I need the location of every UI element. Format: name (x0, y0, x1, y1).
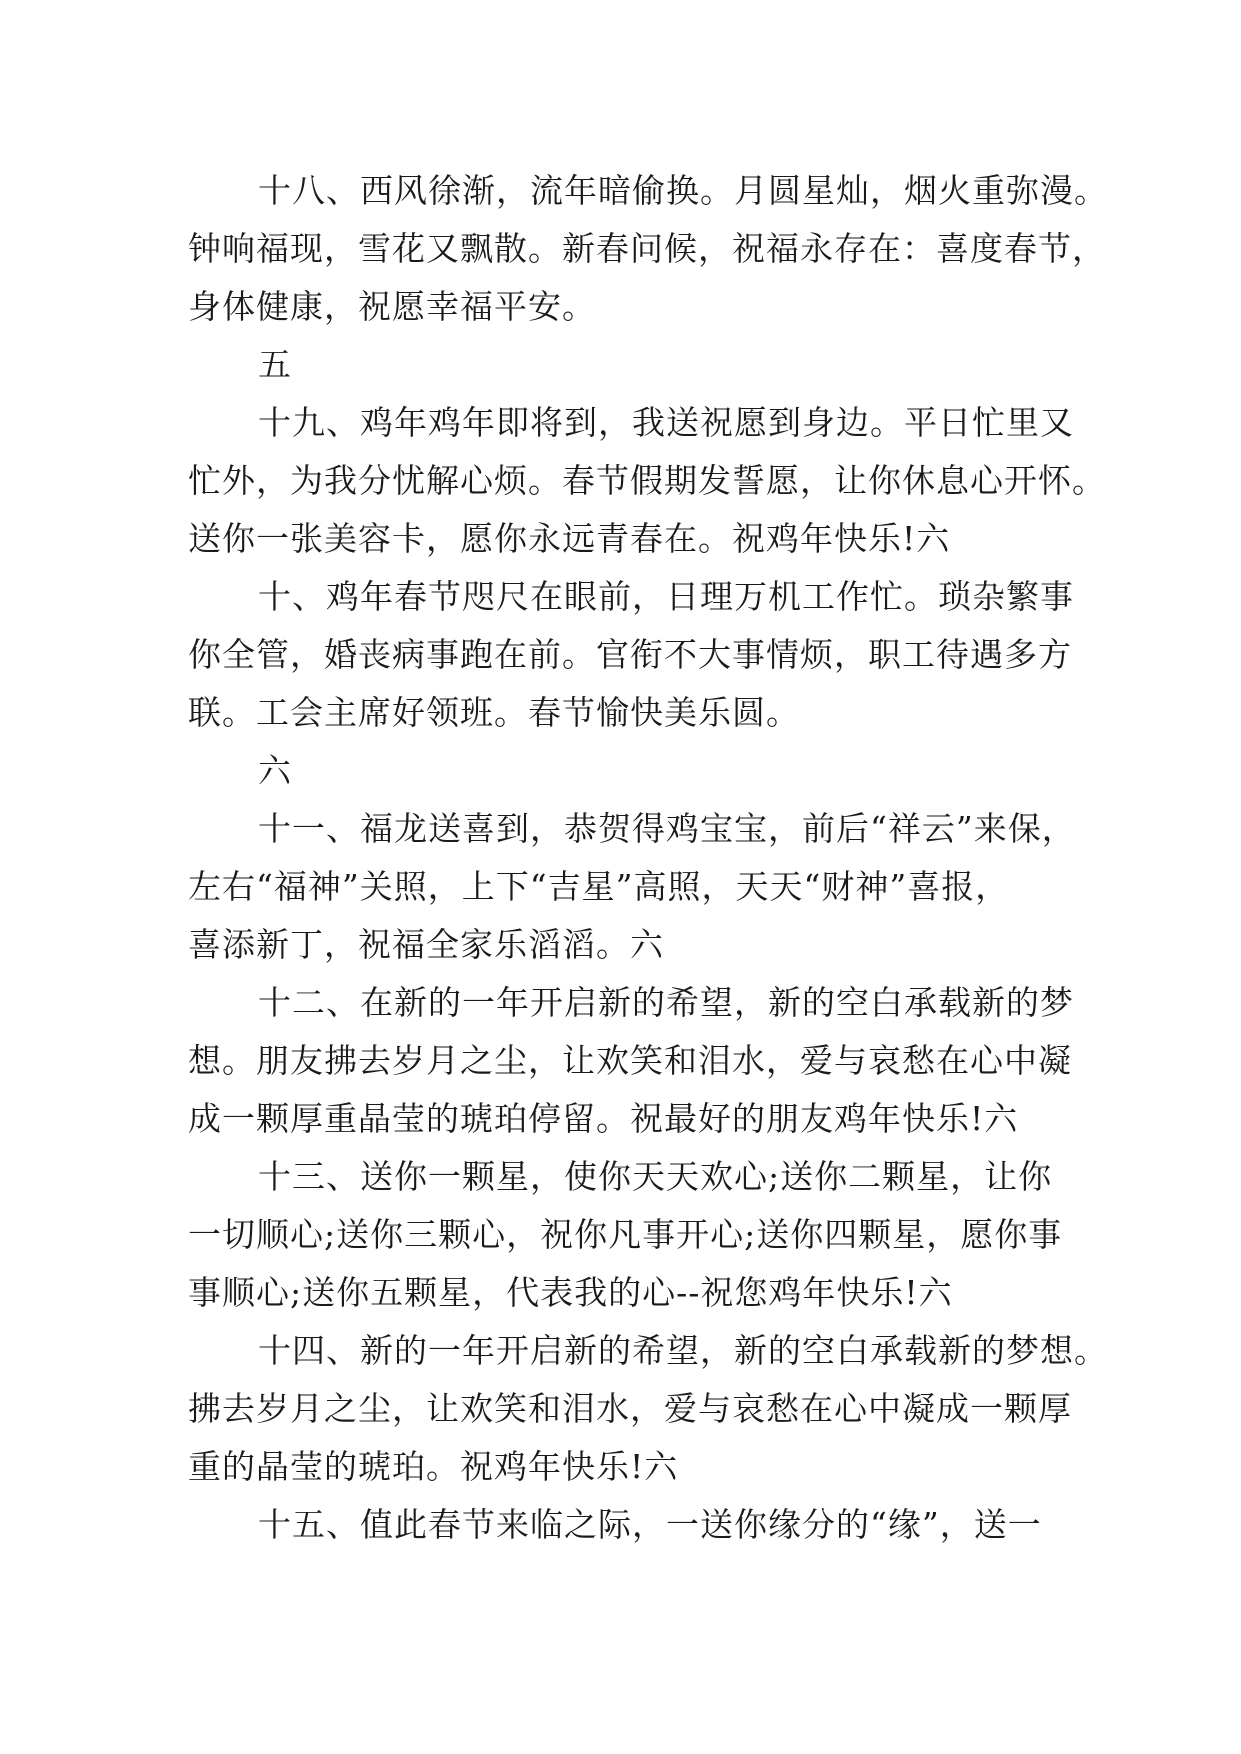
text-line: 五 (258, 345, 292, 384)
section-marker (188, 336, 1082, 394)
text-line: 十一、福龙送喜到，恭贺得鸡宝宝，前后“祥云”来保， (258, 809, 1076, 848)
text-line: 送你一张美容卡，愿你永远青春在。祝鸡年快乐!六 (188, 519, 951, 558)
text-line: 忙外，为我分忧解心烦。春节假期发誓愿，让你休息心开怀。 (188, 461, 1106, 500)
paragraph (188, 1148, 1082, 1322)
paragraph (188, 162, 1108, 336)
text-line: 左右“福神”关照，上下“吉星”高照，天天“财神”喜报， (188, 867, 1010, 906)
text-line: 十八、西风徐渐，流年暗偷换。月圆星灿，烟火重弥漫。 (258, 171, 1108, 210)
paragraph (188, 974, 1082, 1148)
paragraph (188, 1496, 1082, 1554)
text-line: 钟响福现，雪花又飘散。新春问候，祝福永存在：喜度春节， (188, 229, 1106, 268)
text-line: 十九、鸡年鸡年即将到，我送祝愿到身边。平日忙里又 (258, 403, 1074, 442)
document-page (188, 162, 1108, 1554)
text-line: 一切顺心;送你三颗心，祝你凡事开心;送你四颗星，愿你事 (188, 1215, 1063, 1254)
paragraph (188, 800, 1082, 974)
text-line: 十三、送你一颗星，使你天天欢心;送你二颗星，让你 (258, 1157, 1053, 1196)
paragraph (188, 1322, 1108, 1496)
text-line: 身体健康，祝愿幸福平安。 (188, 287, 596, 326)
text-line: 十四、新的一年开启新的希望，新的空白承载新的梦想。 (258, 1331, 1108, 1370)
text-line: 联。工会主席好领班。春节愉快美乐圆。 (188, 693, 800, 732)
text-line: 你全管，婚丧病事跑在前。官衔不大事情烦，职工待遇多方 (188, 635, 1072, 674)
text-line: 喜添新丁，祝福全家乐滔滔。六 (188, 925, 664, 964)
text-line: 十二、在新的一年开启新的希望，新的空白承载新的梦 (258, 983, 1074, 1022)
text-line: 事顺心;送你五颗星，代表我的心--祝您鸡年快乐!六 (188, 1273, 953, 1312)
text-line: 重的晶莹的琥珀。祝鸡年快乐!六 (188, 1447, 679, 1486)
paragraph (188, 394, 1106, 568)
text-line: 十五、值此春节来临之际，一送你缘分的“缘”，送一 (258, 1505, 1042, 1544)
text-line: 六 (258, 751, 292, 790)
text-line: 拂去岁月之尘，让欢笑和泪水，爱与哀愁在心中凝成一颗厚 (188, 1389, 1072, 1428)
text-line: 十、鸡年春节咫尺在眼前，日理万机工作忙。琐杂繁事 (258, 577, 1074, 616)
paragraph (188, 568, 1082, 742)
text-line: 想。朋友拂去岁月之尘，让欢笑和泪水，爱与哀愁在心中凝 (188, 1041, 1072, 1080)
section-marker (188, 742, 1082, 800)
text-line: 成一颗厚重晶莹的琥珀停留。祝最好的朋友鸡年快乐!六 (188, 1099, 1019, 1138)
